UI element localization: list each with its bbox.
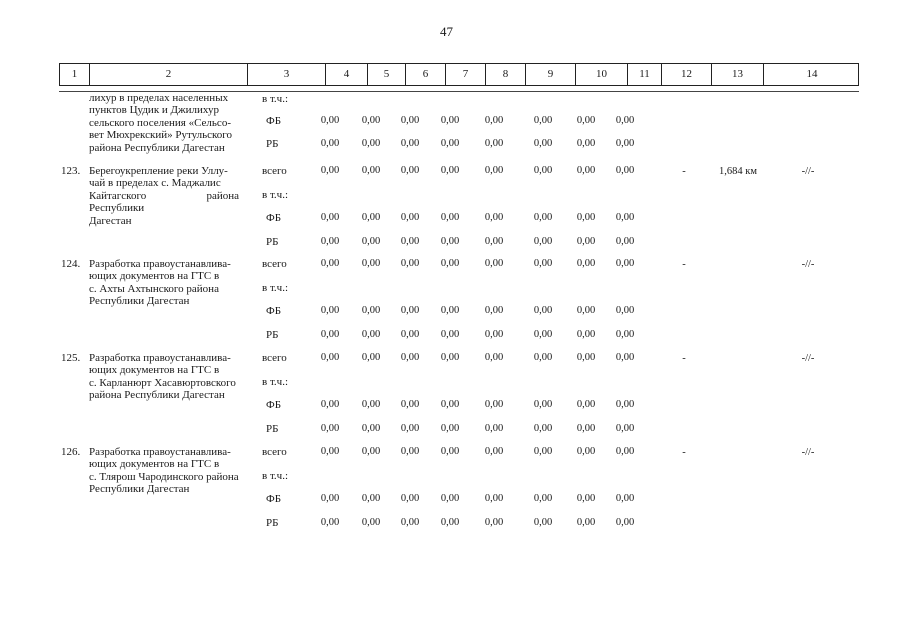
value-cell: 0,00 (361, 212, 381, 223)
value-cell: 0,00 (615, 329, 635, 340)
row-label: ФБ (266, 212, 282, 224)
entry-description (89, 258, 239, 308)
description-line: сельского поселения «Сельсо- (89, 116, 231, 129)
header-col-12: 12 (662, 64, 712, 85)
value-cell: 0,00 (361, 423, 381, 434)
value-cell: 0,00 (533, 423, 553, 434)
value-cell: 0,00 (615, 138, 635, 149)
col14-value: -//- (801, 166, 815, 177)
value-cell: 0,00 (615, 446, 635, 457)
value-cell: 0,00 (576, 165, 596, 176)
value-cell: 0,00 (484, 446, 504, 457)
header-col-11: 11 (628, 64, 662, 85)
description-line: Берегоукрепление реки Уллу- (89, 165, 228, 177)
value-cell: 0,00 (484, 423, 504, 434)
entry-description (89, 352, 239, 402)
row-label: РБ (266, 329, 279, 341)
value-cell: 0,00 (400, 399, 420, 410)
description-line: Разработка правоустанавлива- (89, 352, 231, 364)
value-cell: 0,00 (576, 212, 596, 223)
value-cell: 0,00 (615, 493, 635, 504)
value-cell: 0,00 (440, 329, 460, 340)
value-cell: 0,00 (440, 212, 460, 223)
row-label: РБ (266, 236, 279, 248)
description-line: Кайтагского района Республики (89, 189, 239, 215)
entry-description (89, 446, 239, 496)
description-line: Дагестан (89, 214, 132, 227)
row-label: РБ (266, 138, 279, 150)
header-col-6: 6 (406, 64, 446, 85)
value-cell: 0,00 (400, 236, 420, 247)
value-cell: 0,00 (615, 165, 635, 176)
header-col-9: 9 (526, 64, 576, 85)
value-cell: 0,00 (533, 258, 553, 269)
value-cell: 0,00 (533, 138, 553, 149)
value-cell: 0,00 (533, 329, 553, 340)
description-line: вет Мюхрекский» Рутульского (89, 129, 233, 142)
value-cell: 0,00 (615, 352, 635, 363)
value-cell: 0,00 (615, 258, 635, 269)
col14-value: -//- (801, 353, 815, 364)
description-line: с. Ахты Ахтынского района (89, 282, 219, 295)
row-label: ФБ (266, 115, 282, 127)
value-cell: 0,00 (320, 493, 340, 504)
value-cell: 0,00 (320, 329, 340, 340)
description-line: лихур в пределах населенных (89, 92, 229, 104)
row-label: в т.ч.: (262, 470, 289, 482)
value-cell: 0,00 (440, 138, 460, 149)
value-cell: 0,00 (361, 329, 381, 340)
value-cell: 0,00 (440, 493, 460, 504)
value-cell: 0,00 (361, 115, 381, 126)
value-cell: 0,00 (400, 352, 420, 363)
value-cell: 0,00 (361, 352, 381, 363)
value-cell: 0,00 (615, 517, 635, 528)
value-cell: 0,00 (400, 305, 420, 316)
value-cell: 0,00 (440, 236, 460, 247)
row-label: всего (262, 258, 287, 270)
value-cell: 0,00 (400, 329, 420, 340)
value-cell: 0,00 (533, 305, 553, 316)
value-cell: 0,00 (361, 305, 381, 316)
entry-description (89, 92, 239, 154)
value-cell: 0,00 (576, 446, 596, 457)
row-label: в т.ч.: (262, 282, 289, 294)
header-col-3: 3 (248, 64, 326, 85)
value-cell: 0,00 (576, 138, 596, 149)
value-cell: 0,00 (576, 399, 596, 410)
description-line: ющих документов на ГТС в (89, 364, 220, 377)
header-col-4: 4 (326, 64, 368, 85)
description-line: района Республики Дагестан (89, 389, 225, 402)
value-cell: 0,00 (615, 236, 635, 247)
description-line: района Республики Дагестан (89, 141, 225, 154)
table-header (59, 63, 859, 86)
description-line: Разработка правоустанавлива- (89, 258, 231, 270)
value-cell: 0,00 (361, 138, 381, 149)
col12-value: - (682, 353, 686, 364)
col12-value: - (682, 166, 686, 177)
header-col-10: 10 (576, 64, 628, 85)
value-cell: 0,00 (576, 258, 596, 269)
value-cell: 0,00 (615, 115, 635, 126)
value-cell: 0,00 (484, 399, 504, 410)
page-number: 47 (440, 24, 453, 39)
header-col-8: 8 (486, 64, 526, 85)
row-label: в т.ч.: (262, 189, 289, 201)
value-cell: 0,00 (320, 258, 340, 269)
value-cell: 0,00 (484, 165, 504, 176)
value-cell: 0,00 (400, 138, 420, 149)
row-label: всего (262, 446, 287, 458)
description-line: чай в пределах с. Маджалис (89, 177, 221, 190)
row-label: всего (262, 165, 287, 177)
value-cell: 0,00 (320, 138, 340, 149)
value-cell: 0,00 (484, 493, 504, 504)
value-cell: 0,00 (576, 115, 596, 126)
value-cell: 0,00 (484, 115, 504, 126)
value-cell: 0,00 (400, 165, 420, 176)
value-cell: 0,00 (440, 352, 460, 363)
header-col-14: 14 (806, 68, 818, 80)
value-cell: 0,00 (320, 517, 340, 528)
value-cell: 0,00 (361, 258, 381, 269)
description-line: с. Карланюрт Хасавюртовского (89, 376, 236, 389)
value-cell: 0,00 (615, 399, 635, 410)
value-cell: 0,00 (320, 212, 340, 223)
value-cell: 0,00 (361, 446, 381, 457)
description-line: ющих документов на ГТС в (89, 270, 220, 283)
value-cell: 0,00 (320, 399, 340, 410)
value-cell: 0,00 (361, 236, 381, 247)
value-cell: 0,00 (320, 352, 340, 363)
value-cell: 0,00 (440, 115, 460, 126)
value-cell: 0,00 (576, 493, 596, 504)
header-col-2: 2 (90, 64, 248, 85)
description-line: Разработка правоустанавлива- (89, 446, 231, 458)
value-cell: 0,00 (400, 258, 420, 269)
value-cell: 0,00 (440, 165, 460, 176)
value-cell: 0,00 (484, 138, 504, 149)
value-cell: 0,00 (484, 258, 504, 269)
col14-value: -//- (801, 447, 815, 458)
header-col-7: 7 (446, 64, 486, 85)
header-col-5: 5 (368, 64, 406, 85)
description-line: Республики Дагестан (89, 295, 190, 308)
value-cell: 0,00 (615, 305, 635, 316)
value-cell: 0,00 (484, 212, 504, 223)
value-cell: 0,00 (320, 423, 340, 434)
col12-value: - (682, 447, 686, 458)
entry-number: 125. (61, 352, 81, 364)
value-cell: 0,00 (533, 352, 553, 363)
value-cell: 0,00 (576, 423, 596, 434)
value-cell: 0,00 (400, 446, 420, 457)
row-label: ФБ (266, 399, 282, 411)
value-cell: 0,00 (533, 517, 553, 528)
value-cell: 0,00 (533, 115, 553, 126)
col12-value: - (682, 259, 686, 270)
row-label: РБ (266, 517, 279, 529)
value-cell: 0,00 (361, 165, 381, 176)
value-cell: 0,00 (440, 423, 460, 434)
value-cell: 0,00 (440, 258, 460, 269)
value-cell: 0,00 (533, 236, 553, 247)
value-cell: 0,00 (440, 305, 460, 316)
value-cell: 0,00 (484, 305, 504, 316)
value-cell: 0,00 (440, 399, 460, 410)
value-cell: 0,00 (576, 305, 596, 316)
entry-number: 126. (61, 446, 81, 458)
value-cell: 0,00 (320, 236, 340, 247)
value-cell: 0,00 (440, 517, 460, 528)
value-cell: 0,00 (576, 352, 596, 363)
value-cell: 0,00 (400, 423, 420, 434)
row-label: ФБ (266, 493, 282, 505)
header-col-1: 1 (60, 64, 90, 85)
value-cell: 0,00 (576, 236, 596, 247)
value-cell: 0,00 (400, 517, 420, 528)
value-cell: 0,00 (576, 329, 596, 340)
value-cell: 0,00 (400, 212, 420, 223)
row-label: РБ (266, 423, 279, 435)
col14-value: -//- (801, 259, 815, 270)
value-cell: 0,00 (400, 493, 420, 504)
value-cell: 0,00 (320, 115, 340, 126)
value-cell: 0,00 (533, 399, 553, 410)
value-cell: 0,00 (533, 446, 553, 457)
value-cell: 0,00 (533, 165, 553, 176)
description-line: с. Тлярош Чародинского района (89, 470, 239, 483)
value-cell: 0,00 (361, 517, 381, 528)
value-cell: 0,00 (320, 446, 340, 457)
value-cell: 0,00 (533, 493, 553, 504)
value-cell: 0,00 (484, 329, 504, 340)
row-label: в т.ч.: (262, 93, 289, 105)
description-line: пунктов Цудик и Джилихур (89, 104, 219, 117)
value-cell: 0,00 (361, 493, 381, 504)
description-line: ющих документов на ГТС в (89, 458, 220, 471)
entry-description (89, 165, 239, 227)
value-cell: 0,00 (320, 305, 340, 316)
value-cell: 0,00 (484, 352, 504, 363)
row-label: ФБ (266, 305, 282, 317)
value-cell: 0,00 (484, 236, 504, 247)
value-cell: 0,00 (615, 212, 635, 223)
header-col-13: 13 (712, 64, 764, 85)
description-line: Республики Дагестан (89, 483, 190, 496)
col13-value: 1,684 км (719, 166, 757, 177)
value-cell: 0,00 (484, 517, 504, 528)
value-cell: 0,00 (615, 423, 635, 434)
entry-number: 123. (61, 165, 81, 177)
value-cell: 0,00 (440, 446, 460, 457)
value-cell: 0,00 (361, 399, 381, 410)
value-cell: 0,00 (400, 115, 420, 126)
value-cell: 0,00 (320, 165, 340, 176)
row-label: всего (262, 352, 287, 364)
row-label: в т.ч.: (262, 376, 289, 388)
entry-number: 124. (61, 258, 81, 270)
value-cell: 0,00 (576, 517, 596, 528)
value-cell: 0,00 (533, 212, 553, 223)
